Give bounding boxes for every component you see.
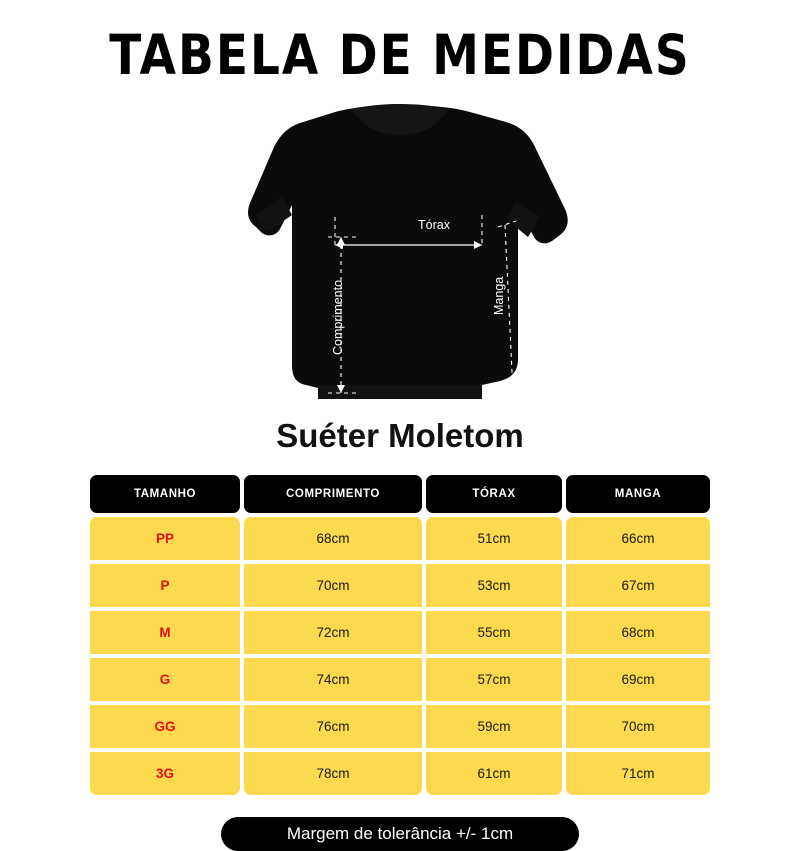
cell-sleeve: 70cm [566, 705, 710, 748]
size-table [86, 471, 714, 799]
cell-chest: 55cm [426, 611, 562, 654]
size-table-body [90, 517, 710, 795]
table-header-row [90, 475, 710, 513]
cell-chest: 51cm [426, 517, 562, 560]
table-row [90, 752, 710, 795]
column-header-chest: TÓRAX [426, 475, 562, 513]
cell-sleeve: 67cm [566, 564, 710, 607]
table-row [90, 564, 710, 607]
cell-length: 74cm [244, 658, 422, 701]
dimension-label-sleeve: Manga [492, 276, 506, 315]
cell-size: 3G [90, 752, 240, 795]
column-header-size: TAMANHO [90, 475, 240, 513]
cell-chest: 61cm [426, 752, 562, 795]
cell-sleeve: 71cm [566, 752, 710, 795]
cell-sleeve: 69cm [566, 658, 710, 701]
table-row [90, 658, 710, 701]
cell-chest: 57cm [426, 658, 562, 701]
cell-length: 72cm [244, 611, 422, 654]
cell-size: P [90, 564, 240, 607]
size-table-wrapper [86, 471, 714, 799]
cell-size: GG [90, 705, 240, 748]
cell-length: 76cm [244, 705, 422, 748]
table-row [90, 517, 710, 560]
cell-length: 70cm [244, 564, 422, 607]
product-name: Suéter Moletom [276, 417, 524, 454]
size-chart-page [0, 23, 800, 848]
cell-length: 68cm [244, 517, 422, 560]
tolerance-note: Margem de tolerância +/- 1cm [221, 817, 579, 851]
column-header-length: COMPRIMENTO [244, 475, 422, 513]
column-header-sleeve: MANGA [566, 475, 710, 513]
cell-chest: 59cm [426, 705, 562, 748]
cell-sleeve: 66cm [566, 517, 710, 560]
page-title: TABELA DE MEDIDAS [109, 23, 691, 89]
garment-illustration [0, 97, 800, 415]
cell-length: 78cm [244, 752, 422, 795]
table-row [90, 611, 710, 654]
sweatshirt-graphic [0, 97, 800, 415]
size-table-head [90, 475, 710, 513]
dimension-label-length: Comprimento [331, 279, 345, 355]
cell-size: PP [90, 517, 240, 560]
cell-size: M [90, 611, 240, 654]
cell-sleeve: 68cm [566, 611, 710, 654]
table-row [90, 705, 710, 748]
cell-chest: 53cm [426, 564, 562, 607]
cell-size: G [90, 658, 240, 701]
dimension-label-chest: Tórax [418, 218, 450, 232]
